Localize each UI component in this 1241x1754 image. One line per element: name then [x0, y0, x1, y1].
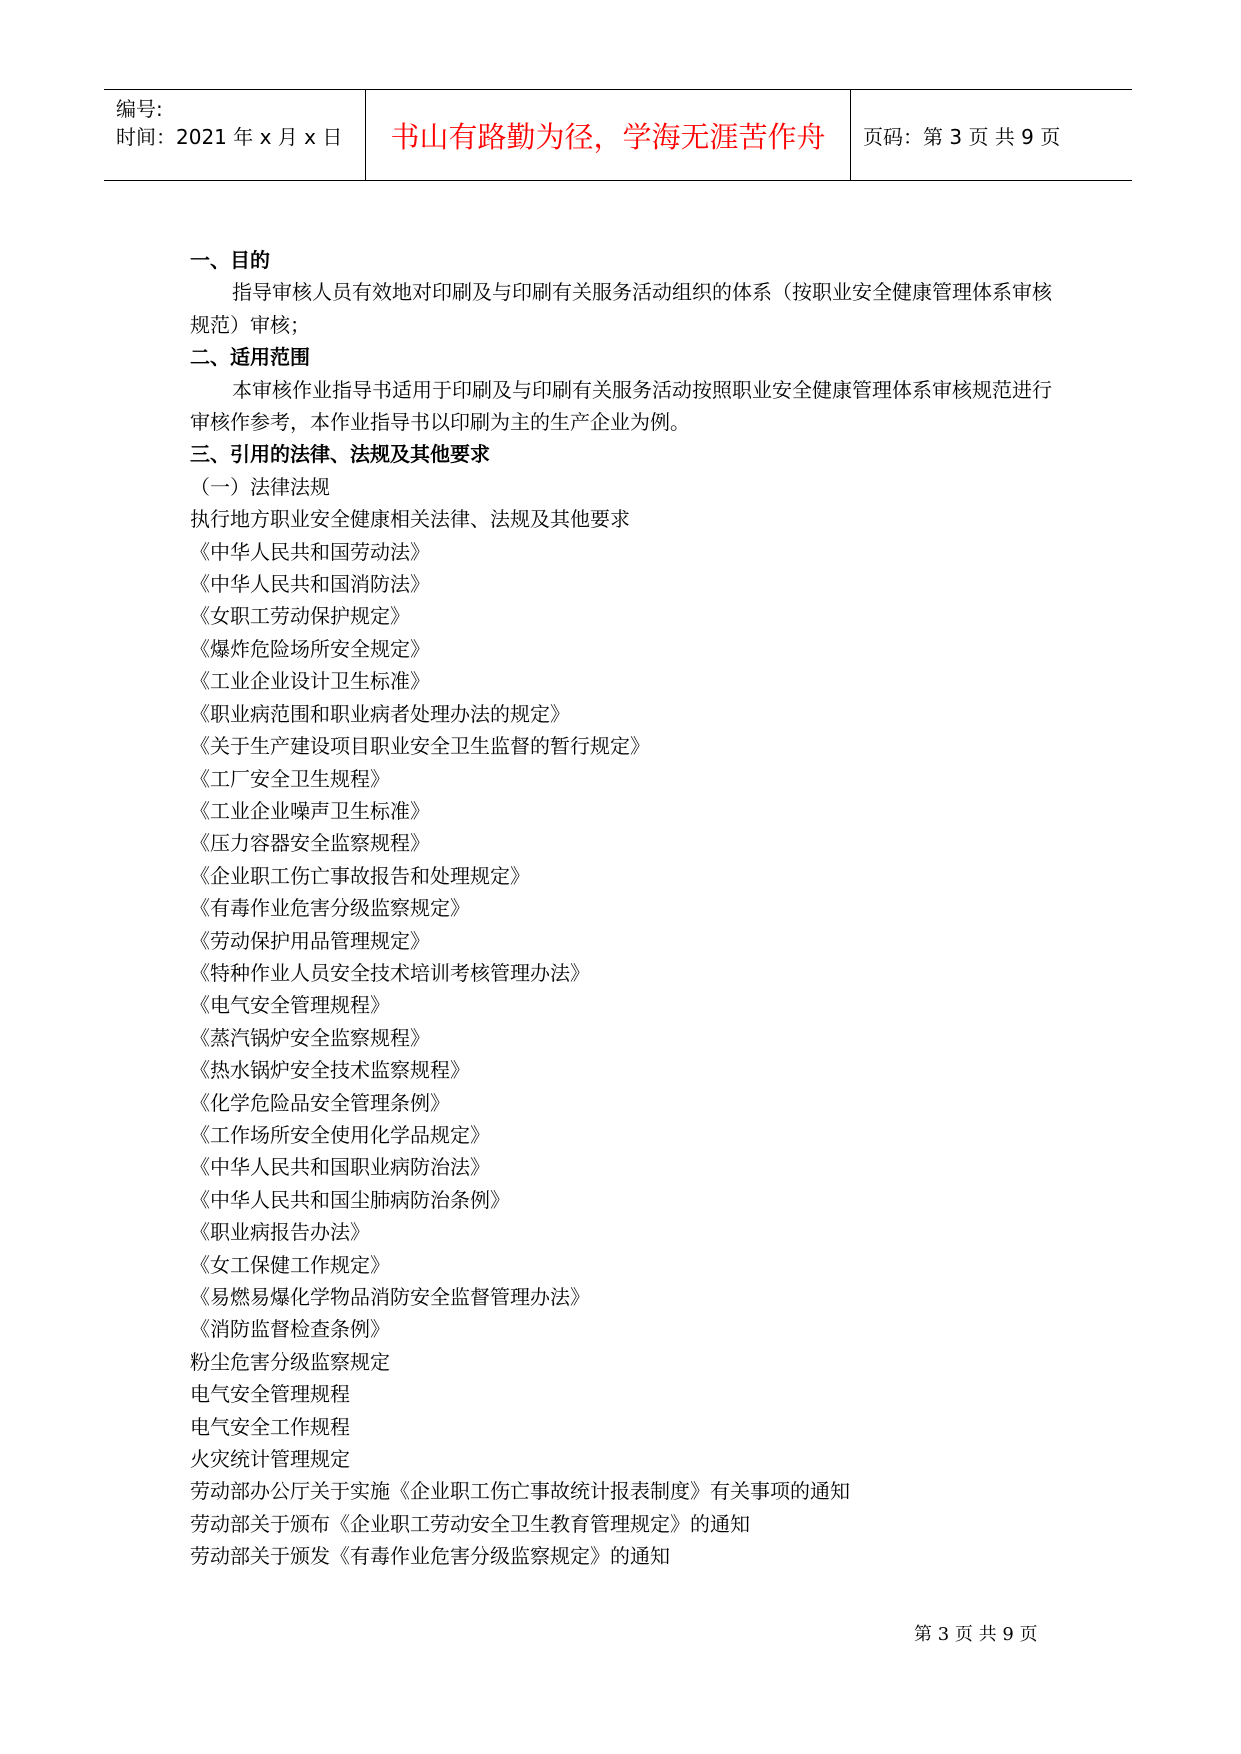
law-list-item: 《化学危险品安全管理条例》	[190, 1090, 450, 1115]
section-paragraph-scope: 本审核作业指导书适用于印刷及与印刷有关服务活动按照职业安全健康管理体系审核规范进行审核作参考，本作业指导书以印刷为主的生产企业为例。	[190, 377, 1052, 435]
law-list-item: 《中华人民共和国劳动法》	[190, 539, 430, 564]
law-list-item: 劳动部办公厅关于实施《企业职工伤亡事故统计报表制度》有关事项的通知	[190, 1479, 850, 1504]
law-list-item: 《中华人民共和国职业病防治法》	[190, 1155, 490, 1180]
law-list-item: 《女工保健工作规定》	[190, 1252, 390, 1277]
page-footer: 第 3 页 共 9 页	[914, 1624, 1038, 1645]
law-list-item: 《爆炸危险场所安全规定》	[190, 636, 430, 661]
law-list-item: 《女职工劳动保护规定》	[190, 604, 410, 629]
section-heading-purpose: 一、目的	[190, 248, 270, 272]
document-header	[104, 89, 1132, 181]
law-list-item: 《中华人民共和国消防法》	[190, 572, 430, 597]
law-list-item: 劳动部关于颁布《企业职工劳动安全卫生教育管理规定》的通知	[190, 1511, 750, 1536]
law-list-item: 粉尘危害分级监察规定	[190, 1349, 390, 1374]
document-body	[190, 244, 1060, 1573]
law-list-item: 电气安全管理规程	[190, 1382, 350, 1407]
law-list-item: 《工作场所安全使用化学品规定》	[190, 1122, 490, 1147]
law-list-item: 《工业企业设计卫生标准》	[190, 669, 430, 694]
section-paragraph-purpose: 指导审核人员有效地对印刷及与印刷有关服务活动组织的体系（按职业安全健康管理体系审核规范）审核；	[190, 280, 1052, 337]
law-list-item: 《热水锅炉安全技术监察规程》	[190, 1058, 470, 1083]
section-heading-references: 三、引用的法律、法规及其他要求	[190, 442, 490, 467]
law-list-item: 电气安全工作规程	[190, 1414, 350, 1439]
law-list	[190, 503, 1060, 1572]
law-list-item: 《蒸汽锅炉安全监察规程》	[190, 1025, 430, 1050]
header-slogan: 书山有路勤为径，学海无涯苦作舟	[366, 90, 851, 180]
law-list-item: 《特种作业人员安全技术培训考核管理办法》	[190, 960, 590, 985]
law-list-item: 《压力容器安全监察规程》	[190, 831, 430, 856]
law-list-item: 劳动部关于颁发《有毒作业危害分级监察规定》的通知	[190, 1544, 670, 1569]
law-list-item: 《工业企业噪声卫生标准》	[190, 798, 430, 823]
section-heading-scope: 二、适用范围	[190, 345, 310, 370]
law-list-item: 《易燃易爆化学物品消防安全监督管理办法》	[190, 1285, 590, 1309]
law-list-item: 《关于生产建设项目职业安全卫生监督的暂行规定》	[190, 734, 650, 759]
header-meta-cell	[104, 90, 366, 180]
law-list-item: 《电气安全管理规程》	[190, 993, 390, 1018]
law-list-item: 《中华人民共和国尘肺病防治条例》	[190, 1187, 510, 1212]
law-list-item: 火灾统计管理规定	[190, 1447, 350, 1472]
law-list-item: 《消防监督检查条例》	[190, 1317, 390, 1342]
subsection-heading-laws: （一）法律法规	[190, 474, 330, 499]
document-number-label: 编号:	[116, 97, 163, 121]
law-list-item: 《有毒作业危害分级监察规定》	[190, 896, 470, 921]
law-list-item: 《职业病范围和职业病者处理办法的规定》	[190, 701, 570, 726]
document-time-label: 时间：2021 年 x 月 x 日	[116, 125, 343, 149]
law-list-item: 《职业病报告办法》	[190, 1220, 370, 1245]
law-list-item: 《劳动保护用品管理规定》	[190, 928, 430, 953]
law-list-item: 《企业职工伤亡事故报告和处理规定》	[190, 863, 530, 888]
header-page-label: 页码：第 3 页 共 9 页	[863, 124, 1061, 149]
law-list-item: 《工厂安全卫生规程》	[190, 766, 390, 791]
law-list-item: 执行地方职业安全健康相关法律、法规及其他要求	[190, 507, 630, 532]
